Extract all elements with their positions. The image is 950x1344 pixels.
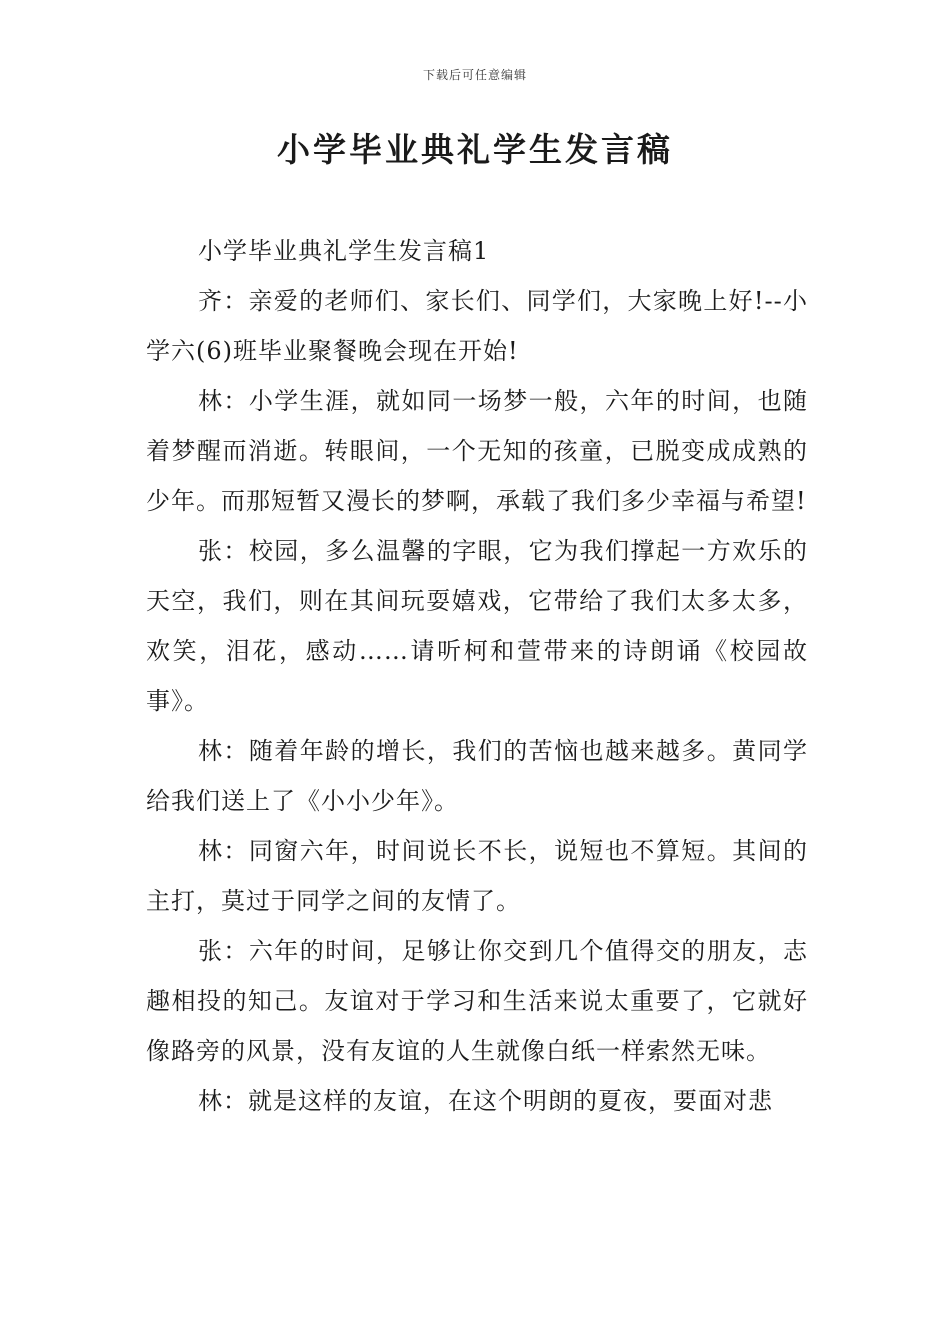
header-note: 下载后可任意编辑 [422, 68, 527, 82]
body-paragraph: 张：六年的时间，足够让你交到几个值得交的朋友，志趣相投的知己。友谊对于学习和生活来说太重要了，它就好像路旁的风景，没有友谊的人生就像白纸一样索然无味。 [146, 937, 808, 1065]
body-paragraph: 齐：亲爱的老师们、家长们、同学们，大家晚上好!--小学六(6)班毕业聚餐晚会现在开始! [146, 287, 808, 365]
body-paragraph: 林：同窗六年，时间说长不长，说短也不算短。其间的主打，莫过于同学之间的友情了。 [146, 837, 808, 915]
body-paragraph: 林：随着年龄的增长，我们的苦恼也越来越多。黄同学给我们送上了《小小少年》。 [146, 737, 808, 815]
subtitle-paragraph: 小学毕业典礼学生发言稿1 [198, 237, 490, 265]
body-paragraph: 林：就是这样的友谊，在这个明朗的夏夜，要面对悲 [198, 1087, 773, 1115]
page-title: 小学毕业典礼学生发言稿 [277, 130, 673, 169]
body-paragraph: 张：校园，多么温馨的字眼，它为我们撑起一方欢乐的天空，我们，则在其间玩耍嬉戏，它带给了我们太多太多，欢笑，泪花，感动……请听柯和萱带来的诗朗诵《校园故事》。 [146, 537, 808, 715]
body-paragraph: 林：小学生涯，就如同一场梦一般，六年的时间，也随着梦醒而消逝。转眼间，一个无知的孩童，已脱变成成熟的少年。而那短暂又漫长的梦啊，承载了我们多少幸福与希望! [146, 387, 808, 515]
document-body [146, 226, 808, 1126]
